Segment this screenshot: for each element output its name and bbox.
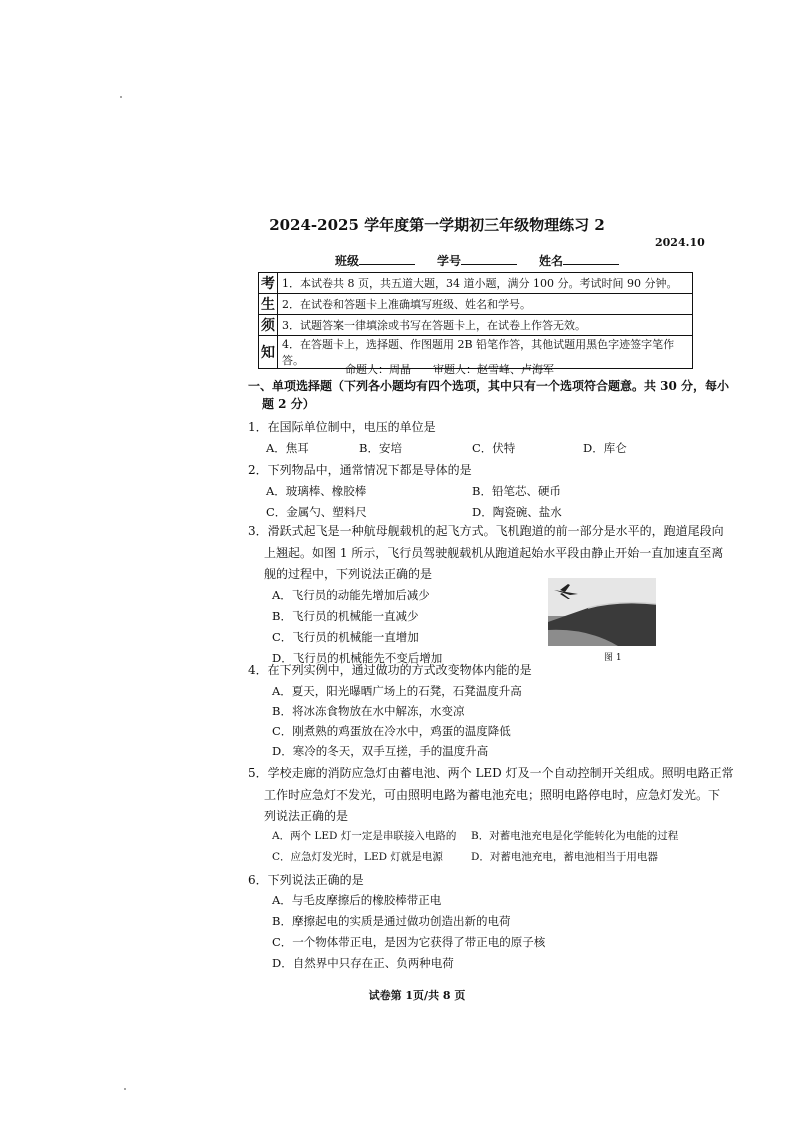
name-blank[interactable] <box>563 253 619 265</box>
question-3-option-d[interactable]: D．飞行员的机械能先不变后增加 <box>272 651 443 665</box>
question-4-option-c[interactable]: C．刚煮熟的鸡蛋放在冷水中，鸡蛋的温度降低 <box>272 724 511 738</box>
notice-item: 3．试题答案一律填涂或书写在答题卡上，在试卷上作答无效。 <box>278 315 693 336</box>
class-blank[interactable] <box>359 253 415 265</box>
question-4-option-b[interactable]: B．将冰冻食物放在水中解冻，水变凉 <box>272 704 465 718</box>
question-5-stem: 列说法正确的是 <box>264 809 349 823</box>
question-2-stem: 2．下列物品中，通常情况下都是导体的是 <box>248 463 472 477</box>
question-3-option-a[interactable]: A．飞行员的动能先增加后减少 <box>272 588 430 602</box>
exam-date: 2024.10 <box>655 236 705 249</box>
question-3-stem: 3．滑跃式起飞是一种航母舰载机的起飞方式。飞机跑道的前一部分是水平的，跑道尾段向 <box>248 524 724 538</box>
notice-side-char: 生 <box>259 294 278 315</box>
question-4-option-a[interactable]: A．夏天，阳光曝晒广场上的石凳，石凳温度升高 <box>272 684 522 698</box>
question-5-option-c[interactable]: C．应急灯发光时，LED 灯就是电源 <box>272 851 443 863</box>
question-1-option-c[interactable]: C．伏特 <box>472 441 516 455</box>
scan-speck <box>124 1088 126 1090</box>
question-6-option-c[interactable]: C．一个物体带正电，是因为它获得了带正电的原子核 <box>272 935 546 949</box>
question-6-option-d[interactable]: D．自然界中只存在正、负两种电荷 <box>272 956 454 970</box>
question-4-stem: 4．在下列实例中，通过做功的方式改变物体内能的是 <box>248 663 532 677</box>
exam-title: 2024-2025 学年度第一学期初三年级物理练习 2 <box>269 216 605 234</box>
figure-1-caption: 图 1 <box>604 653 622 663</box>
question-6-option-b[interactable]: B．摩擦起电的实质是通过做功创造出新的电荷 <box>272 914 511 928</box>
student-id-field[interactable] <box>437 252 517 269</box>
student-id-blank[interactable] <box>461 253 517 265</box>
question-3-option-c[interactable]: C．飞行员的机械能一直增加 <box>272 630 419 644</box>
carrier-takeoff-figure <box>548 578 656 646</box>
authors-line: 命题人：周晶 审题人：赵雪峰、卢海军 <box>345 363 554 376</box>
question-5-option-b[interactable]: B．对蓄电池充电是化学能转化为电能的过程 <box>471 830 679 842</box>
class-field[interactable] <box>335 252 415 269</box>
notice-side-char: 须 <box>259 315 278 336</box>
question-2-option-c[interactable]: C．金属勺、塑料尺 <box>266 505 367 519</box>
notice-side-char: 知 <box>259 336 278 369</box>
exam-notice-box <box>258 272 693 369</box>
scan-speck <box>120 96 122 98</box>
question-3-option-b[interactable]: B．飞行员的机械能一直减少 <box>272 609 419 623</box>
question-4-option-d[interactable]: D．寒冷的冬天，双手互搓，手的温度升高 <box>272 744 489 758</box>
student-id-label: 学号 <box>437 254 462 268</box>
question-3-stem: 舰的过程中，下列说法正确的是 <box>264 567 433 581</box>
page-footer: 试卷第 1页/共 8 页 <box>368 989 466 1002</box>
name-field[interactable] <box>539 252 619 269</box>
question-5-option-a[interactable]: A．两个 LED 灯一定是串联接入电路的 <box>272 830 457 842</box>
class-label: 班级 <box>335 254 360 268</box>
notice-item: 1．本试卷共 8 页，共五道大题，34 道小题，满分 100 分。考试时间 90 分钟。 <box>278 273 693 294</box>
question-2-option-b[interactable]: B．铅笔芯、硬币 <box>472 484 561 498</box>
notice-side-char: 考 <box>259 273 278 294</box>
question-2-option-a[interactable]: A．玻璃棒、橡胶棒 <box>266 484 367 498</box>
notice-item: 4．在答题卡上，选择题、作图题用 2B 铅笔作答，其他试题用黑色字迹签字笔作答。 <box>278 336 693 369</box>
question-1-option-a[interactable]: A．焦耳 <box>266 441 309 455</box>
name-label: 姓名 <box>539 254 564 268</box>
question-6-option-a[interactable]: A．与毛皮摩擦后的橡胶棒带正电 <box>272 893 442 907</box>
question-5-stem: 5．学校走廊的消防应急灯由蓄电池、两个 LED 灯及一个自动控制开关组成。照明电路正常 <box>248 766 734 780</box>
question-2-option-d[interactable]: D．陶瓷碗、盐水 <box>472 505 562 519</box>
section-heading-cont: 题 2 分） <box>262 397 315 411</box>
question-5-option-d[interactable]: D．对蓄电池充电，蓄电池相当于用电器 <box>471 851 658 863</box>
question-1-option-b[interactable]: B．安培 <box>359 441 402 455</box>
section-heading: 一、单项选择题（下列各小题均有四个选项，其中只有一个选项符合题意。共 30 分，每小 <box>248 379 730 393</box>
question-1-option-d[interactable]: D．库仑 <box>583 441 627 455</box>
question-3-stem: 上翘起。如图 1 所示，飞行员驾驶舰载机从跑道起始水平段由静止开始一直加速直至离 <box>264 546 724 560</box>
question-6-stem: 6．下列说法正确的是 <box>248 873 364 887</box>
question-1-stem: 1．在国际单位制中，电压的单位是 <box>248 420 436 434</box>
question-5-stem: 工作时应急灯不发光，可由照明电路为蓄电池充电；照明电路停电时，应急灯发光。下 <box>264 788 721 802</box>
notice-item: 2．在试卷和答题卡上准确填写班级、姓名和学号。 <box>278 294 693 315</box>
